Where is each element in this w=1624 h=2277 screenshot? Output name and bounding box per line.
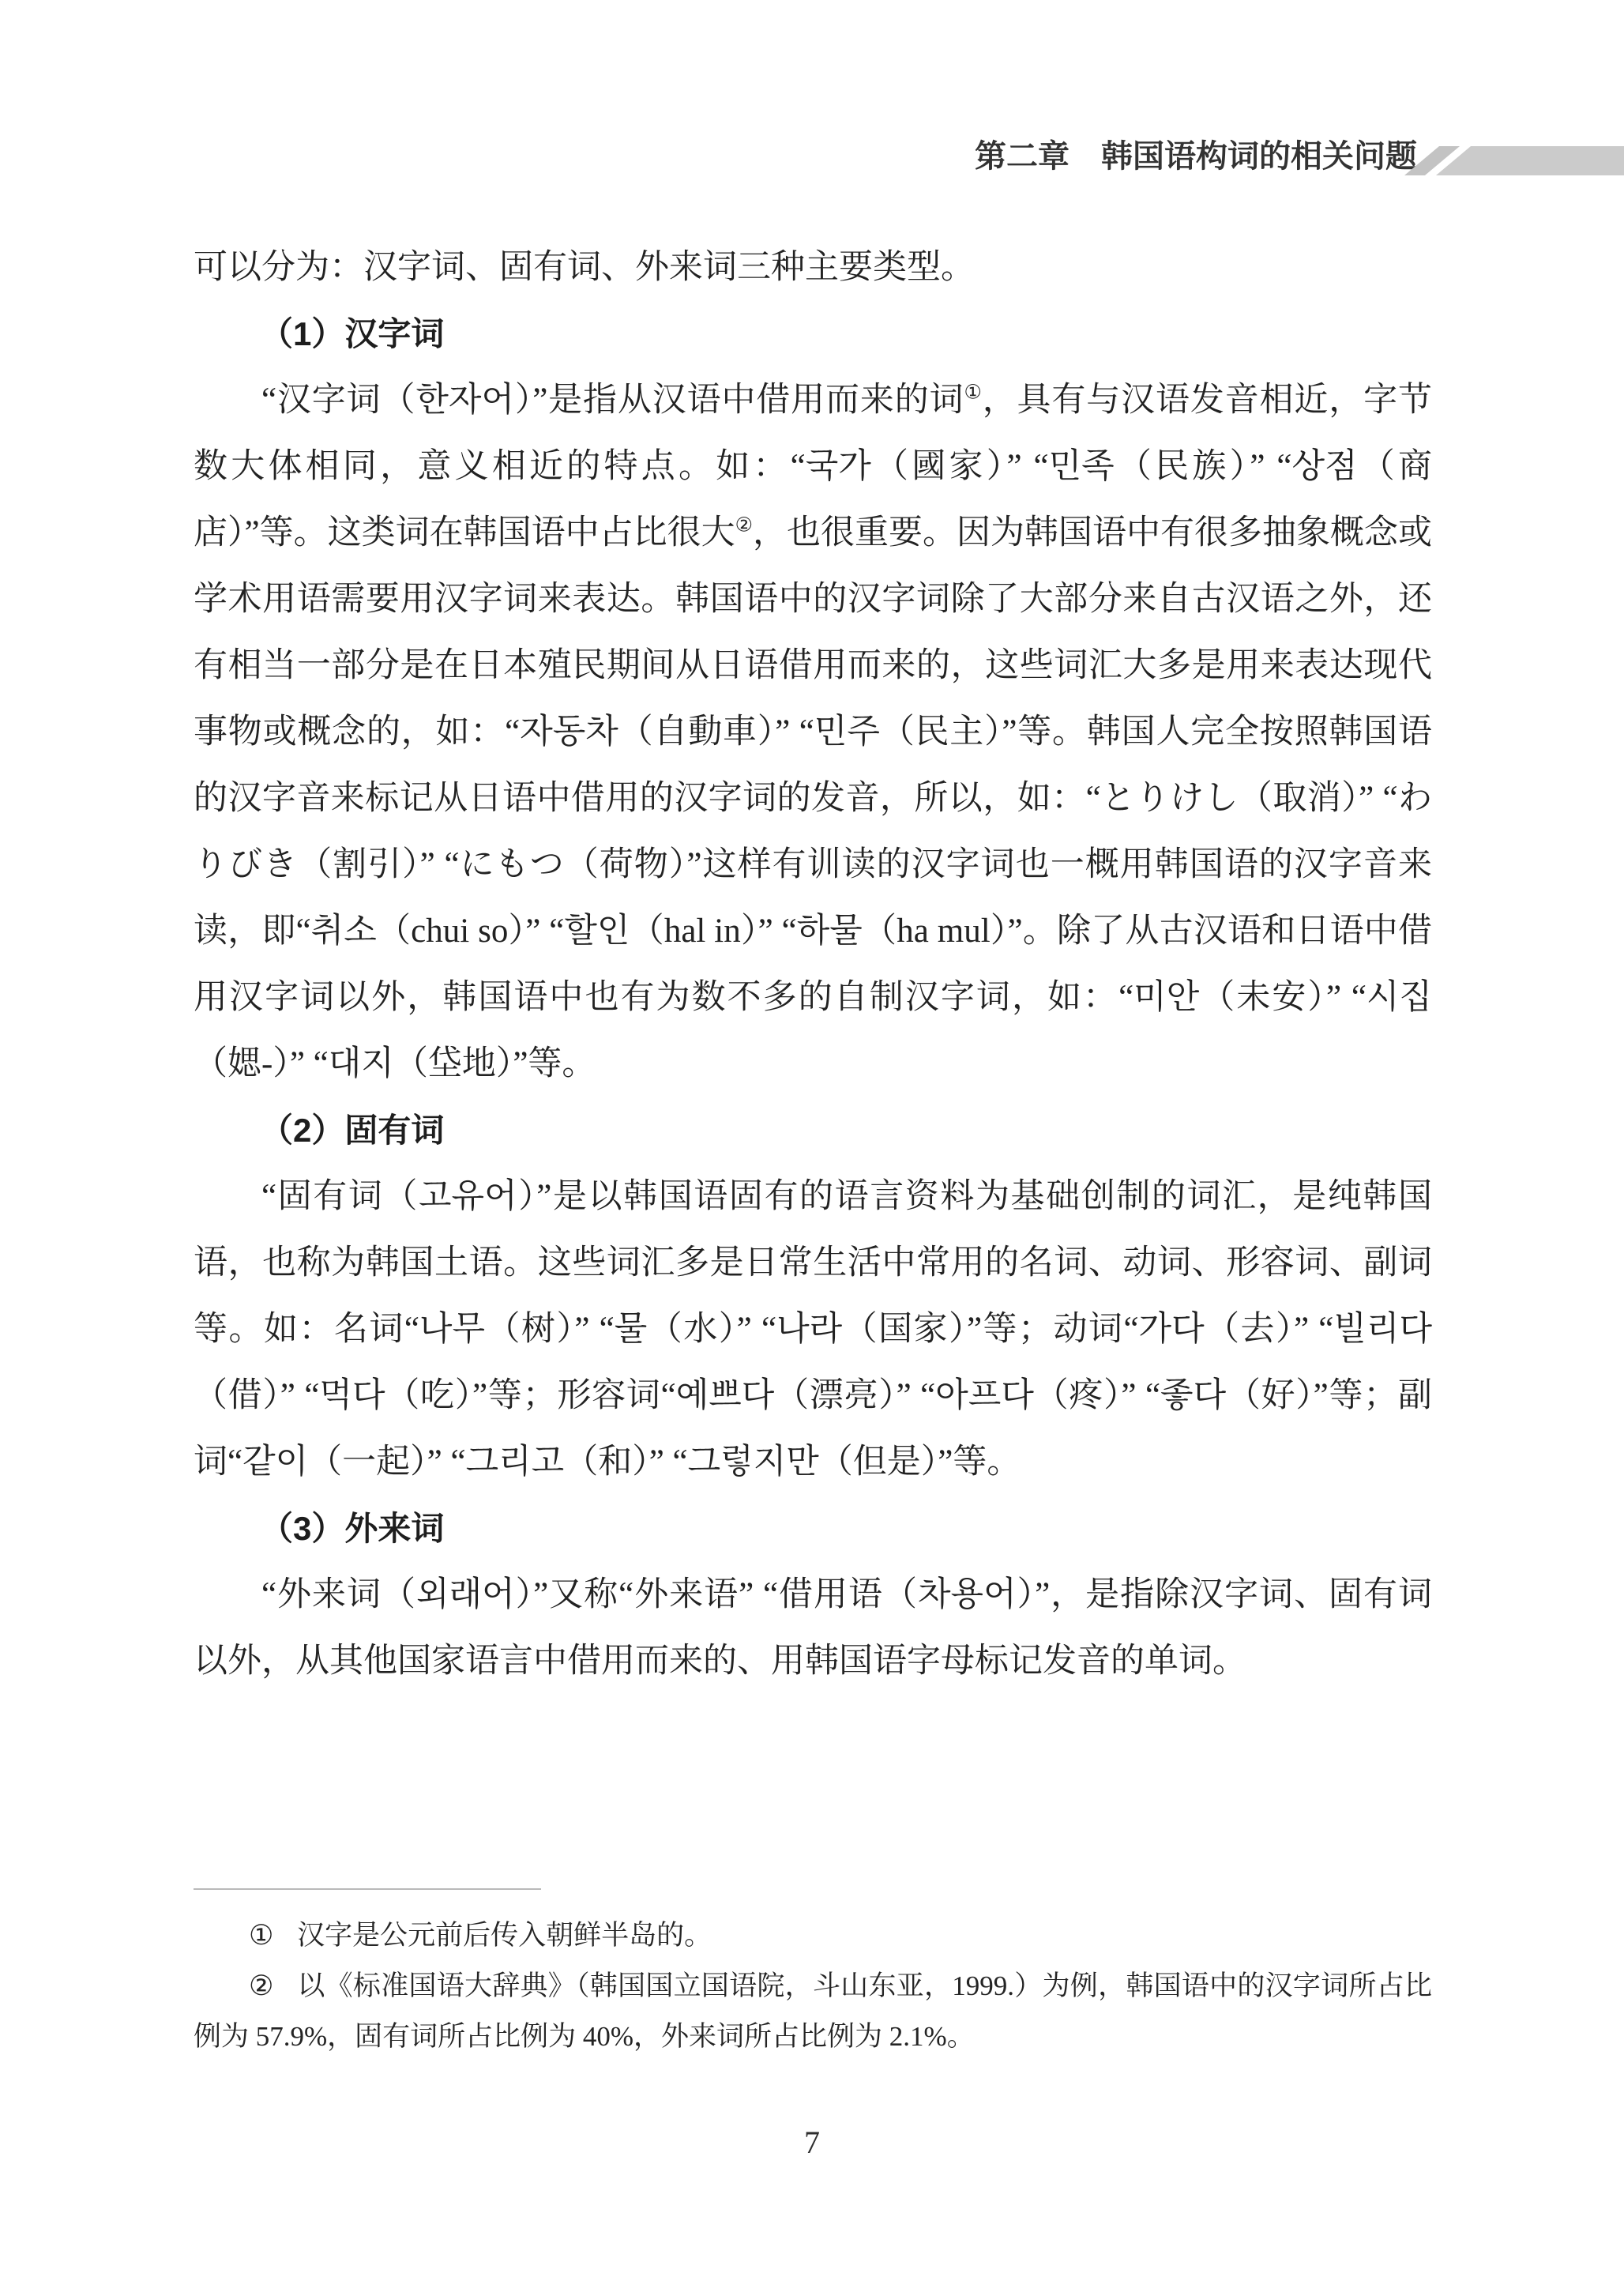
paragraph-native-words xyxy=(194,1164,1432,1496)
chapter-heading xyxy=(975,137,1417,175)
running-header xyxy=(0,0,1624,205)
section-heading-loan-words: （3）外来词 xyxy=(260,1510,445,1547)
text-run: “外来词（외래어）”又称“外来语” “借用语（차용어）”，是指除汉字词、固有词以外，从其他国家语言中借用而来的、用韩国语字母标记发音的单词。 xyxy=(194,1576,1432,1680)
text-run: “汉字词（한자어）”是指从汉语中借用而来的词 xyxy=(261,382,964,419)
text-run: ，也很重要。因为韩国语中有很多抽象概念或学术用语需要用汉字词来表达。韩国语中的汉字词除了大部分来自古汉语之外，还有相当一部分是在日本殖民期间从日语借用而来的，这些词汇大多是用来表达现代事物或概念的，如：“자동차（自動車）” “민주（民主）”等。韩国人完全按照韩国语的汉字音来标记从日语中借用的汉字词的发音，所以，如：“とりけし（取消）” “わりびき（割引）” “にもつ（荷物）”这样有训读的汉字词也一概用韩国语的汉字音来读，即“취소（chui so）” “할인（hal in）” “하물（ha mul）”。除了从古汉语和日语中借用汉字词以外，韩国语中也有为数不多的自制汉字词，如：“미안（未安）” “시집（媤-）” “대지（垈地）”等。 xyxy=(194,514,1432,1082)
text-run: “固有词（고유어）”是以韩国语固有的语言资料为基础创制的词汇，是纯韩国语，也称为韩国土语。这些词汇多是日常生活中常用的名词、动词、形容词、副词等。如：名词“나무（树）” “물（水）” “나라（国家）”等；动词“가다（去）” “빌리다（借）” “먹다（吃）”等；形容词“예쁘다（漂亮）” “아프다（疼）” “좋다（好）”等；副词“같이（一起）” “그리고（和）” “그렇지만（但是）”等。 xyxy=(194,1178,1432,1481)
section-heading-native-words: （2）固有词 xyxy=(260,1112,445,1149)
text-run: ，具有与汉语发音相近，字节数大体相同，意义相近的特点。如：“국가（國家）” “민족（民族）” “상점（商店）”等。这类词在韩国语中占比很大 xyxy=(194,382,1432,551)
header-decoration xyxy=(1436,146,1624,175)
chapter-title: 韩国语构词的相关问题 xyxy=(1101,139,1417,174)
footnote-text: 汉字是公元前后传入朝鲜半岛的。 xyxy=(297,1920,712,1951)
footnote-2 xyxy=(194,1961,1432,2062)
footnote-rule xyxy=(194,1888,541,1890)
footnote-marker: ② xyxy=(249,1970,274,2001)
footnote-ref: ① xyxy=(964,382,983,404)
paragraph-continuation: 可以分为：汉字词、固有词、外来词三种主要类型。 xyxy=(194,249,975,286)
footnote-ref: ② xyxy=(735,514,753,536)
footnote-1 xyxy=(194,1910,1432,1961)
paragraph-loan-words xyxy=(194,1562,1432,1695)
chapter-number: 第二章 xyxy=(975,139,1070,174)
section-heading-hanzi-words: （1）汉字词 xyxy=(260,315,445,352)
footnotes xyxy=(194,1888,1432,2062)
paragraph-hanzi-words xyxy=(194,367,1432,1097)
footnote-marker: ① xyxy=(249,1920,274,1951)
footnote-text: 以《标准国语大辞典》（韩国国立国语院，斗山东亚，1999.）为例，韩国语中的汉字词所占比例为 57.9%，固有词所占比例为 40%，外来词所占比例为 2.1%。 xyxy=(194,1970,1432,2052)
page-number: 7 xyxy=(804,2125,820,2160)
page-body xyxy=(194,235,1432,1695)
